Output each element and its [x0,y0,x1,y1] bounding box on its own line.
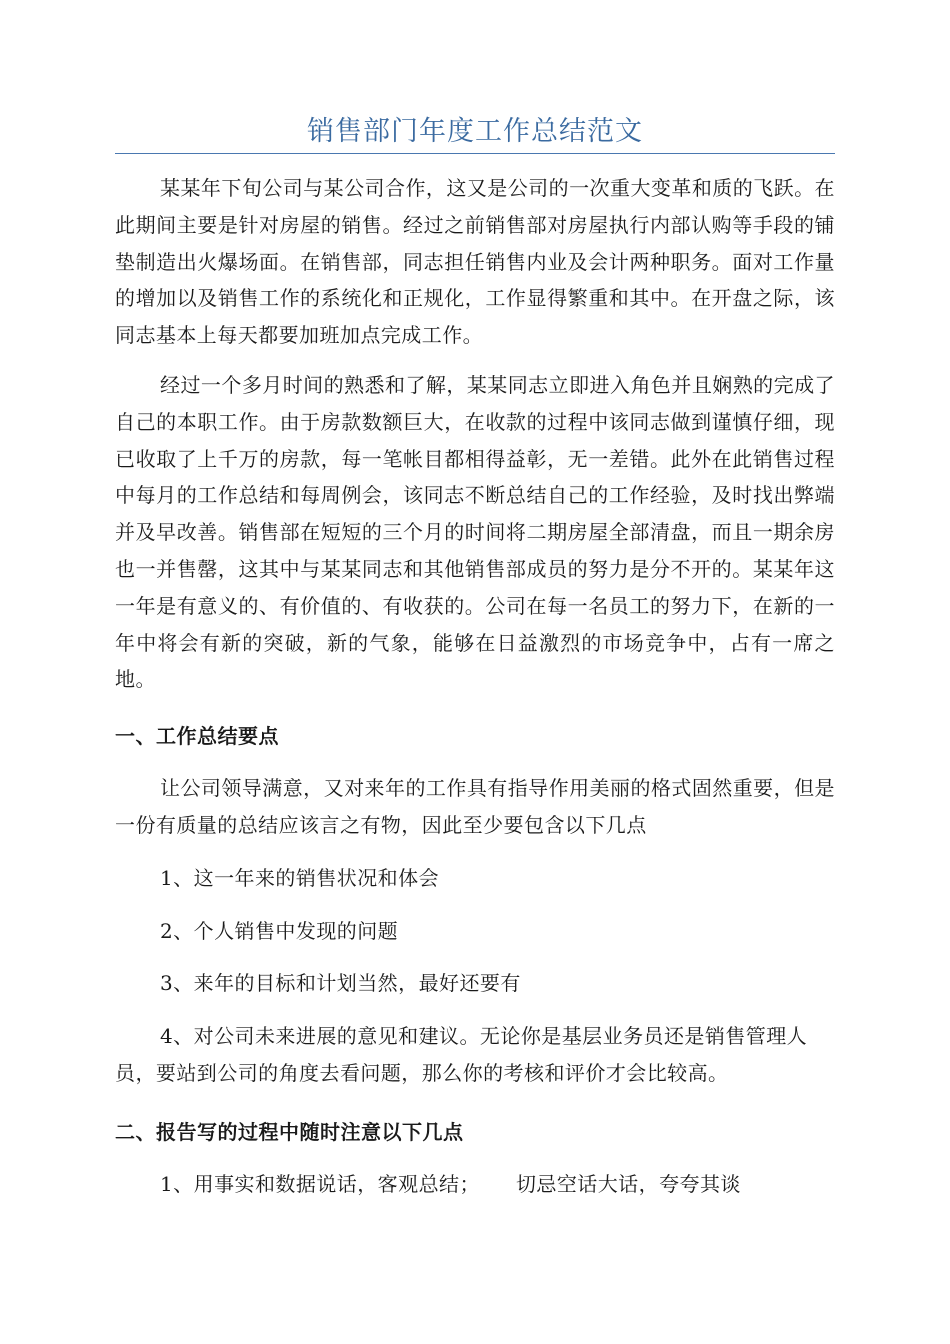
section-intro: 让公司领导满意，又对来年的工作具有指导作用美丽的格式固然重要，但是一份有质量的总结应该言之有物，因此至少要包含以下几点 [115,776,835,837]
section-heading: 二、报告写的过程中随时注意以下几点 [115,1119,464,1144]
section-heading: 一、工作总结要点 [115,724,279,749]
list-item-part: 切忌空话大话，夸夸其谈 [515,1171,741,1196]
body-paragraph: 经过一个多月时间的熟悉和了解，某某同志立即进入角色并且娴熟的完成了自己的本职工作。由于房款数额巨大，在收款的过程中该同志做到谨慎仔细，现已收取了上千万的房款，每一笔帐目都相得益彰，无一差错。此外在此销售过程中每月的工作总结和每周例会，该同志不断总结自己的工作经验，及时找出弊端并及早改善。销售部在短短的三个月的时间将二期房屋全部清盘，而且一期余房也一并售罄，这其中与某某同志和其他销售部成员的努力是分不开的。某某年这一年是有意义的、有价值的、有收获的。公司在每一名员工的努力下，在新的一年中将会有新的突破，新的气象，能够在日益激烈的市场竞争中，占有一席之地。 [115,372,835,692]
body-paragraph: 某某年下旬公司与某公司合作，这又是公司的一次重大变革和质的飞跃。在此期间主要是针对房屋的销售。经过之前销售部对房屋执行内部认购等手段的铺垫制造出火爆场面。在销售部，同志担任销售内业及会计两种职务。面对工作量的增加以及销售工作的系统化和正规化，工作显得繁重和其中。在开盘之际，该同志基本上每天都要加班加点完成工作。 [115,176,835,348]
list-item: 1、这一年来的销售状况和体会 [160,865,440,890]
title-underline [115,153,835,154]
list-item: 3、来年的目标和计划当然，最好还要有 [160,971,521,996]
document-body [115,170,835,1203]
list-item: 4、对公司未来进展的意见和建议。无论你是基层业务员还是销售管理人员，要站到公司的角度去看问题，那么你的考核和评价才会比较高。 [115,1024,808,1085]
list-item: 2、个人销售中发现的问题 [160,918,399,943]
list-item-part: 1、用事实和数据说话，客观总结； [160,1171,480,1196]
list-item [115,1166,835,1203]
document-title: 销售部门年度工作总结范文 [307,116,643,147]
